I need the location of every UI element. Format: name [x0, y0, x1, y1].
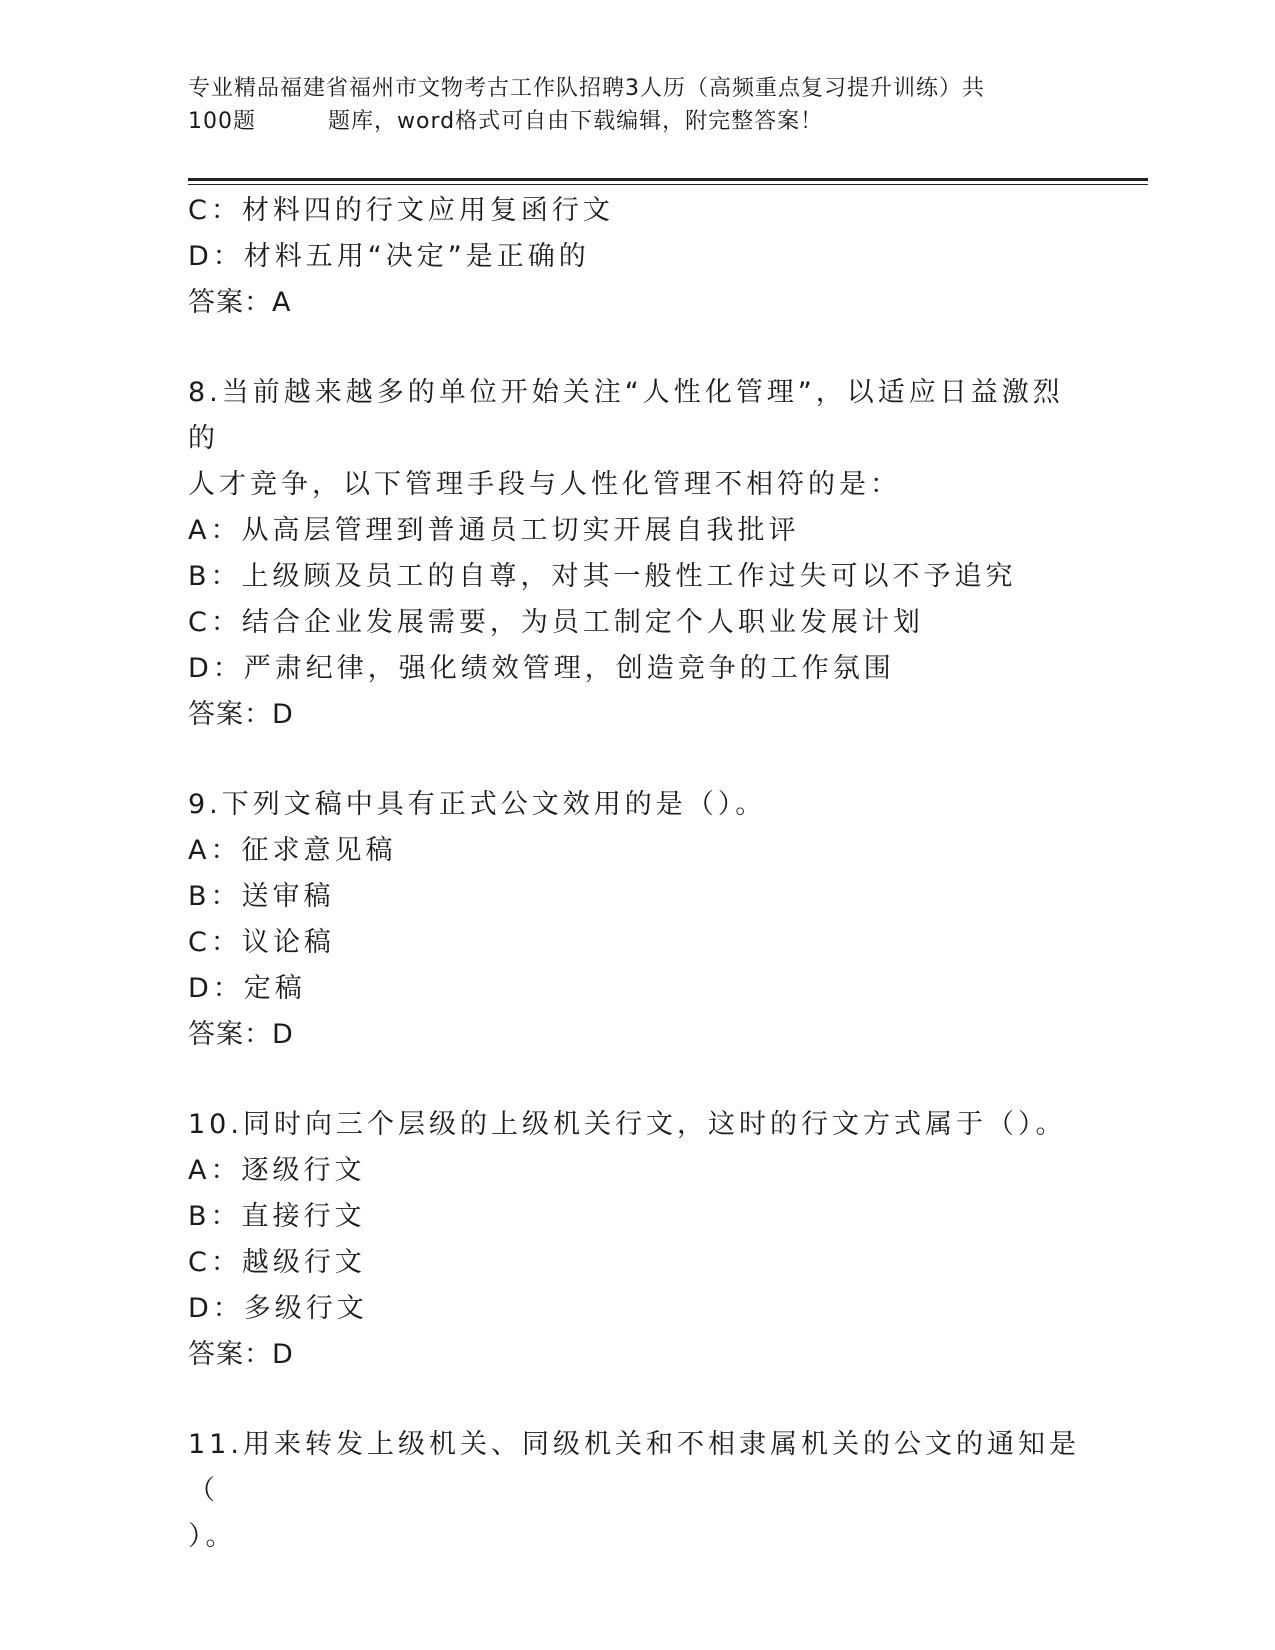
question-count: 100题	[188, 109, 256, 134]
option-d: D：材料五用“决定”是正确的	[188, 241, 590, 272]
answer-line: 答案：D	[188, 1339, 294, 1370]
option-d: D：严肃纪律，强化绩效管理，创造竞争的工作氛围	[188, 653, 895, 684]
question-9	[188, 782, 1088, 1058]
option-b: B：上级顾及员工的自尊，对其一般性工作过失可以不予追究	[188, 561, 1017, 592]
answer-line: 答案：D	[188, 699, 294, 730]
header-divider-thin	[188, 184, 1148, 185]
question-text-line: 8.当前越来越多的单位开始关注“人性化管理”，以适应日益激烈的	[188, 377, 1064, 454]
document-header	[188, 72, 1088, 138]
answer-line: 答案：D	[188, 1019, 294, 1050]
question-list	[188, 188, 1088, 1560]
answer-line: 答案：A	[188, 287, 292, 318]
option-c: C：结合企业发展需要，为员工制定个人职业发展计划	[188, 607, 924, 638]
option-b: B：直接行文	[188, 1201, 366, 1232]
question-7-tail	[188, 188, 1088, 326]
header-title-line-1: 专业精品福建省福州市文物考古工作队招聘3人历（高频重点复习提升训练）共	[188, 76, 985, 101]
question-11	[188, 1422, 1088, 1560]
question-text-line: 10.同时向三个层级的上级机关行文，这时的行文方式属于（）。	[188, 1109, 1067, 1140]
option-a: A：逐级行文	[188, 1155, 366, 1186]
option-c: C：越级行文	[188, 1247, 366, 1278]
option-a: A：征求意见稿	[188, 835, 397, 866]
option-b: B：送审稿	[188, 881, 335, 912]
option-a: A：从高层管理到普通员工切实开展自我批评	[188, 515, 800, 546]
question-text-line: 9.下列文稿中具有正式公文效用的是（）。	[188, 789, 767, 820]
question-8	[188, 370, 1088, 738]
option-d: D：定稿	[188, 973, 306, 1004]
question-text-line: 11.用来转发上级机关、同级机关和不相隶属机关的公文的通知是（	[188, 1429, 1080, 1506]
option-d: D：多级行文	[188, 1293, 368, 1324]
header-subtitle: 题库，word格式可自由下载编辑，附完整答案！	[328, 109, 824, 134]
option-c: C：材料四的行文应用复函行文	[188, 195, 614, 226]
question-10	[188, 1102, 1088, 1378]
header-title-line-2	[188, 105, 1088, 138]
question-text-line: ）。	[188, 1521, 237, 1552]
question-text-line: 人才竞争，以下管理手段与人性化管理不相符的是：	[188, 469, 901, 500]
option-c: C：议论稿	[188, 927, 335, 958]
header-divider-thick	[188, 178, 1148, 181]
